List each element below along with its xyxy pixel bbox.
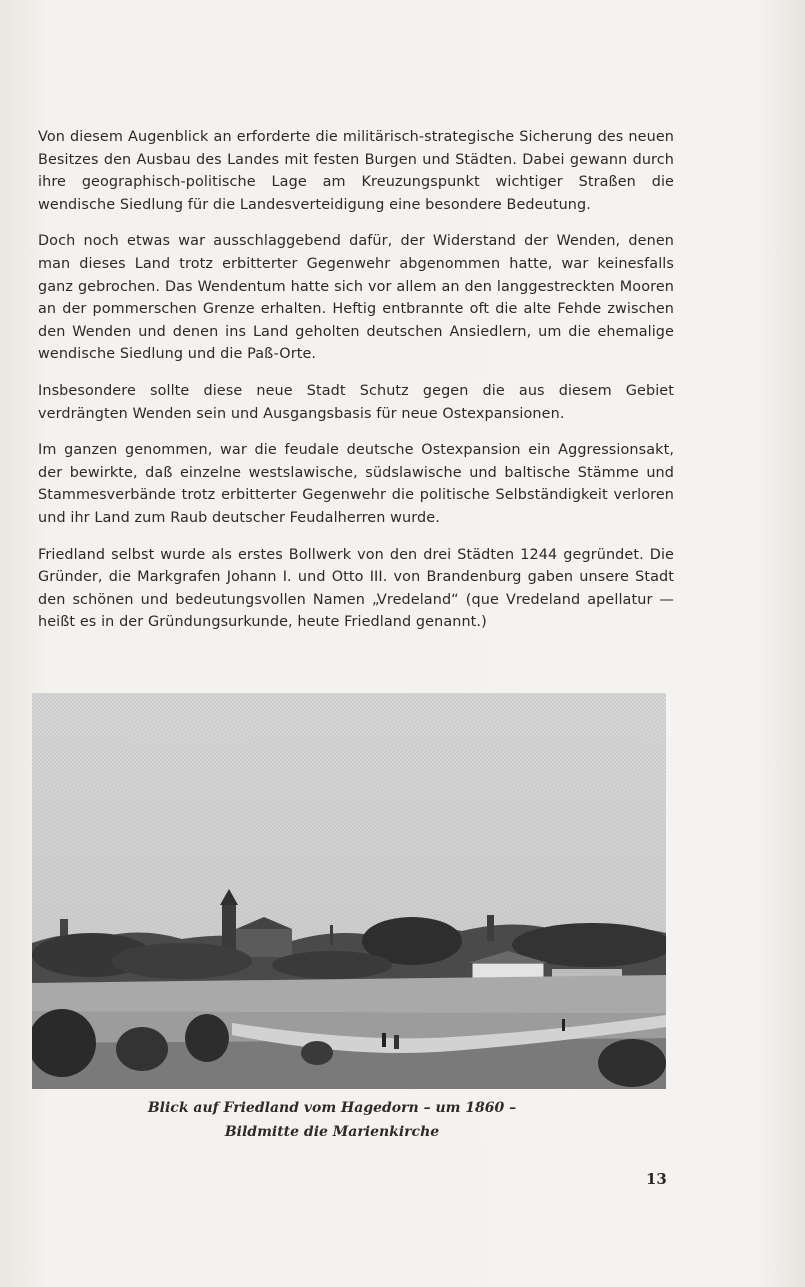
- paragraph-2: Doch noch etwas war ausschlaggebend dafür, der Widerstand der Wenden, denen man dieses Land trotz erbitterter Gegenwehr abgenommen hatte, war keinesfalls ganz gebrochen. Das Wendentum hatte sich vor allem an den langgestreckten Mooren an der pommerschen Grenze erhalten. Heftig entbrannte oft die alte Fehde zwischen den Wenden und denen ins Land geholten deutschen Ansiedlern, um die ehemalige wendische Siedlung und die Paß-Orte.: [38, 233, 674, 363]
- friedland-engraving: [32, 693, 666, 1089]
- paragraph-4: Im ganzen genommen, war die feudale deutsche Ostexpansion ein Aggressionsakt, der bewirkte, daß einzelne westslawische, südslawische und baltische Stämme und Stammesverbände trotz erbitterter Gegenwehr die politische Selbständigkeit verloren und ihr Land zum Raub deutscher Feudalherren wurde.: [38, 442, 674, 526]
- paragraph-1: Von diesem Augenblick an erforderte die militärisch-strategische Sicherung des neuen Besitzes den Ausbau des Landes mit festen Burgen und Städten. Dabei gewann durch ihre geographisch-politische Lage am Kreuzungspunkt wichtiger Straßen die wendische Siedlung für die Landesverteidigung eine besondere Bedeutung.: [38, 129, 674, 213]
- caption-line-2: Bildmitte die Marienkirche: [224, 1124, 440, 1140]
- caption-line-1: Blick auf Friedland vom Hagedorn – um 1860 –: [147, 1100, 517, 1116]
- paragraph-3: Insbesondere sollte diese neue Stadt Schutz gegen die aus diesem Gebiet verdrängten Wenden sein und Ausgangsbasis für neue Ostexpansionen.: [38, 382, 674, 422]
- illustration-caption: [100, 1096, 564, 1144]
- body-text: [38, 126, 674, 648]
- engraving-drawing: [32, 693, 666, 1089]
- page-number: 13: [646, 1170, 667, 1188]
- paragraph-5: Friedland selbst wurde als erstes Bollwerk von den drei Städten 1244 gegründet. Die Gründer, die Markgrafen Johann I. und Otto III. von Brandenburg gaben unsere Stadt den schönen und bedeutungsvollen Namen „Vredeland“ (que Vredeland apellatur — heißt es in der Gründungsurkunde, heute Friedland genannt.): [38, 546, 674, 631]
